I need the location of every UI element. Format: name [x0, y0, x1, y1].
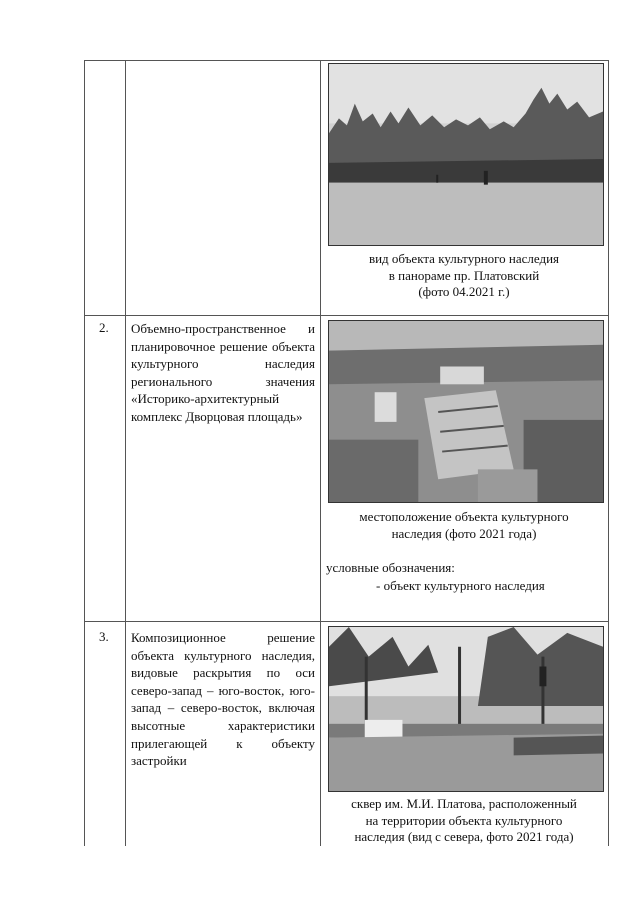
row-description: Композиционное решение объекта культурного наследия, видовые раскрытия по оси северо-запад – юго-восток, юго-запад – северо-восток, включая высотные характеристики прилегающей к объекту застройки — [131, 630, 315, 769]
legend-item: - объект культурного наследия — [376, 578, 545, 593]
park-panorama-photo — [328, 63, 604, 246]
heritage-table — [84, 60, 609, 846]
column-divider — [125, 61, 126, 846]
row-divider — [85, 621, 608, 622]
row-divider — [85, 315, 608, 316]
row-description: Объемно-пространственное и планировочное решение объекта культурного наследия регионального значения «Историко-архитектурный комплекс Дворцовая площадь» — [131, 321, 315, 424]
legend-title: условные обозначения: — [326, 560, 455, 575]
aerial-view-photo — [328, 320, 604, 503]
square-street-photo — [328, 626, 604, 792]
photo-caption: вид объекта культурного наследия в панораме пр. Платовский (фото 04.2021 г.) — [368, 251, 560, 299]
row-number: 3. — [99, 629, 109, 644]
photo-caption: местоположение объекта культурного наследия (фото 2021 года) — [359, 509, 569, 541]
photo-caption: сквер им. М.И. Платова, расположенный на территории объекта культурного наследия (вид с севера, фото 2021 года) — [351, 796, 577, 844]
row-number: 2. — [99, 320, 109, 335]
column-divider — [320, 61, 321, 846]
